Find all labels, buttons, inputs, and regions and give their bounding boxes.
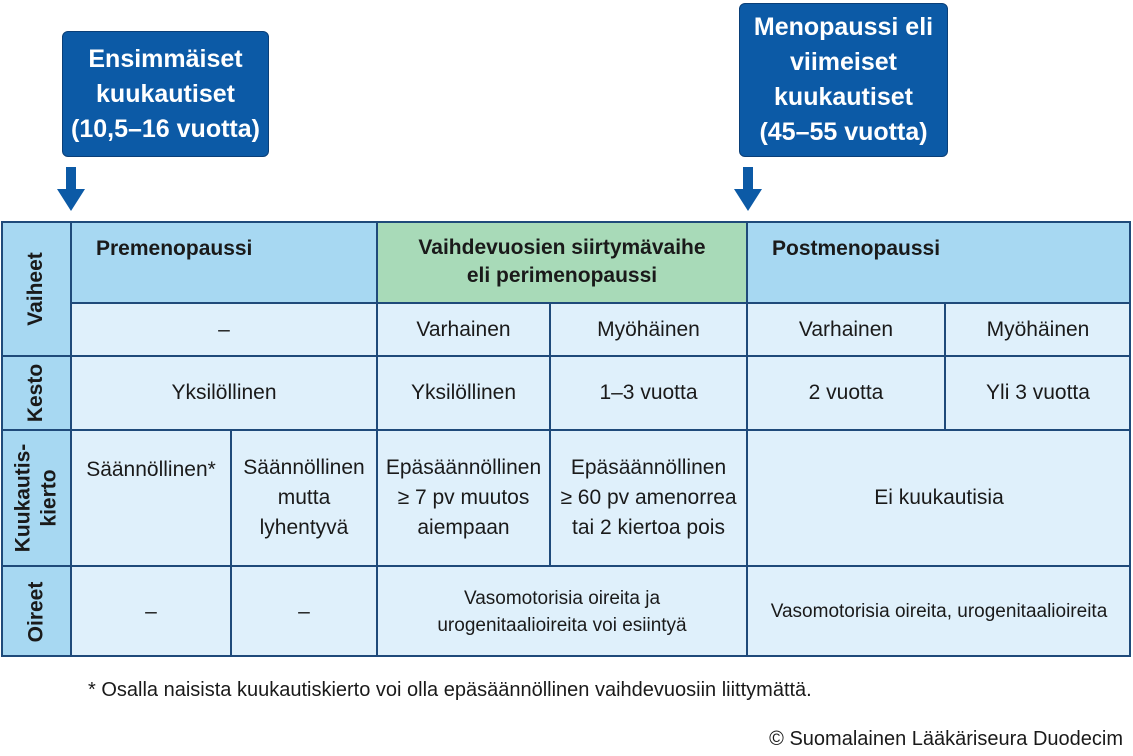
footnote: * Osalla naisista kuukautiskierto voi olla epäsäännöllinen vaihdevuosiin liittymättä. bbox=[88, 679, 812, 701]
cell-text: mutta bbox=[277, 486, 331, 509]
oireet-pre-b bbox=[231, 566, 377, 657]
cell-text: lyhentyvä bbox=[259, 516, 349, 539]
down-arrow-icon bbox=[734, 167, 762, 211]
header-text: Vaihdevuosien siirtymävaihe bbox=[418, 236, 706, 259]
callout-line: kuukautiset bbox=[774, 83, 913, 111]
cell-text: Varhainen bbox=[798, 317, 894, 341]
copyright: © Suomalainen Lääkäriseura Duodecim bbox=[769, 728, 1123, 750]
subphase-post-early bbox=[747, 303, 945, 356]
row-label-text: Vaiheet bbox=[24, 251, 48, 326]
cell-text: Epäsäännöllinen bbox=[570, 456, 727, 479]
first-menstruation-callout bbox=[62, 31, 269, 157]
cell-text: – bbox=[218, 317, 230, 341]
kesto-peri-early bbox=[377, 356, 550, 430]
cell-text: Vasomotorisia oireita ja bbox=[463, 587, 661, 609]
cell-text: Yksilöllinen bbox=[410, 381, 517, 404]
kierto-peri-late bbox=[550, 430, 747, 566]
cell-text: Myöhäinen bbox=[986, 317, 1090, 341]
cell-text: Varhainen bbox=[416, 317, 511, 341]
kesto-peri-late bbox=[550, 356, 747, 430]
callout-line: kuukautiset bbox=[96, 79, 235, 108]
cell-text: aiempaan bbox=[417, 516, 510, 539]
cell-text: Epäsäännöllinen bbox=[385, 456, 542, 479]
subphase-peri-late bbox=[550, 303, 747, 356]
row-label-text: Kuukautis- bbox=[11, 443, 35, 553]
kesto-post-late bbox=[945, 356, 1131, 430]
cell-text: ≥ 60 pv amenorrea bbox=[560, 486, 737, 509]
callout-line: (45–55 vuotta) bbox=[759, 118, 928, 146]
cell-text: – bbox=[145, 599, 157, 623]
cell-text: Säännöllinen* bbox=[86, 458, 216, 481]
header-postmenopaussi bbox=[747, 221, 1131, 303]
header-premenopaussi bbox=[71, 221, 377, 303]
down-arrow-icon bbox=[57, 167, 85, 211]
kierto-peri-early bbox=[377, 430, 550, 566]
subphase-post-late bbox=[945, 303, 1131, 356]
header-perimenopaussi bbox=[377, 221, 747, 303]
cell-text: Myöhäinen bbox=[597, 317, 700, 341]
kierto-post bbox=[747, 430, 1131, 566]
callout-line: (10,5–16 vuotta) bbox=[71, 114, 260, 143]
header-text: eli perimenopaussi bbox=[466, 264, 658, 287]
oireet-pre-a bbox=[71, 566, 231, 657]
cell-text: Ei kuukautisia bbox=[874, 486, 1004, 509]
kierto-pre-b bbox=[231, 430, 377, 566]
cell-text: Vasomotorisia oireita, urogenitaalioireita bbox=[770, 600, 1108, 622]
cell-text: ≥ 7 pv muutos bbox=[397, 486, 530, 509]
cell-text: tai 2 kiertoa pois bbox=[572, 516, 725, 539]
row-label-text: Kesto bbox=[23, 363, 47, 423]
row-label-text: Oireet bbox=[23, 581, 47, 642]
kierto-pre-a bbox=[71, 430, 231, 566]
cell-text: urogenitaalioireita voi esiintyä bbox=[437, 614, 687, 636]
callout-line: Menopaussi eli bbox=[753, 13, 934, 41]
cell-text: – bbox=[298, 599, 310, 623]
kesto-post-early bbox=[747, 356, 945, 430]
cell-text: 1–3 vuotta bbox=[599, 381, 698, 404]
row-label-text: kierto bbox=[37, 469, 61, 527]
subphase-peri-early bbox=[377, 303, 550, 356]
oireet-peri bbox=[377, 566, 747, 657]
oireet-post bbox=[747, 566, 1131, 657]
header-text: Postmenopaussi bbox=[772, 237, 941, 260]
callout-line: Ensimmäiset bbox=[88, 44, 243, 73]
subphase-pre bbox=[71, 303, 377, 356]
row-label-kesto bbox=[1, 356, 71, 430]
menopause-callout bbox=[739, 3, 948, 157]
header-text: Premenopaussi bbox=[96, 237, 253, 260]
cell-text: Yli 3 vuotta bbox=[986, 381, 1090, 404]
callout-line: viimeiset bbox=[789, 48, 897, 76]
cell-text: Yksilöllinen bbox=[171, 381, 277, 404]
row-label-oireet bbox=[1, 566, 71, 657]
kesto-pre bbox=[71, 356, 377, 430]
row-label-kuukautiskierto bbox=[1, 430, 71, 566]
cell-text: Säännöllinen bbox=[243, 456, 365, 479]
row-label-vaiheet bbox=[1, 221, 71, 356]
cell-text: 2 vuotta bbox=[808, 381, 884, 404]
